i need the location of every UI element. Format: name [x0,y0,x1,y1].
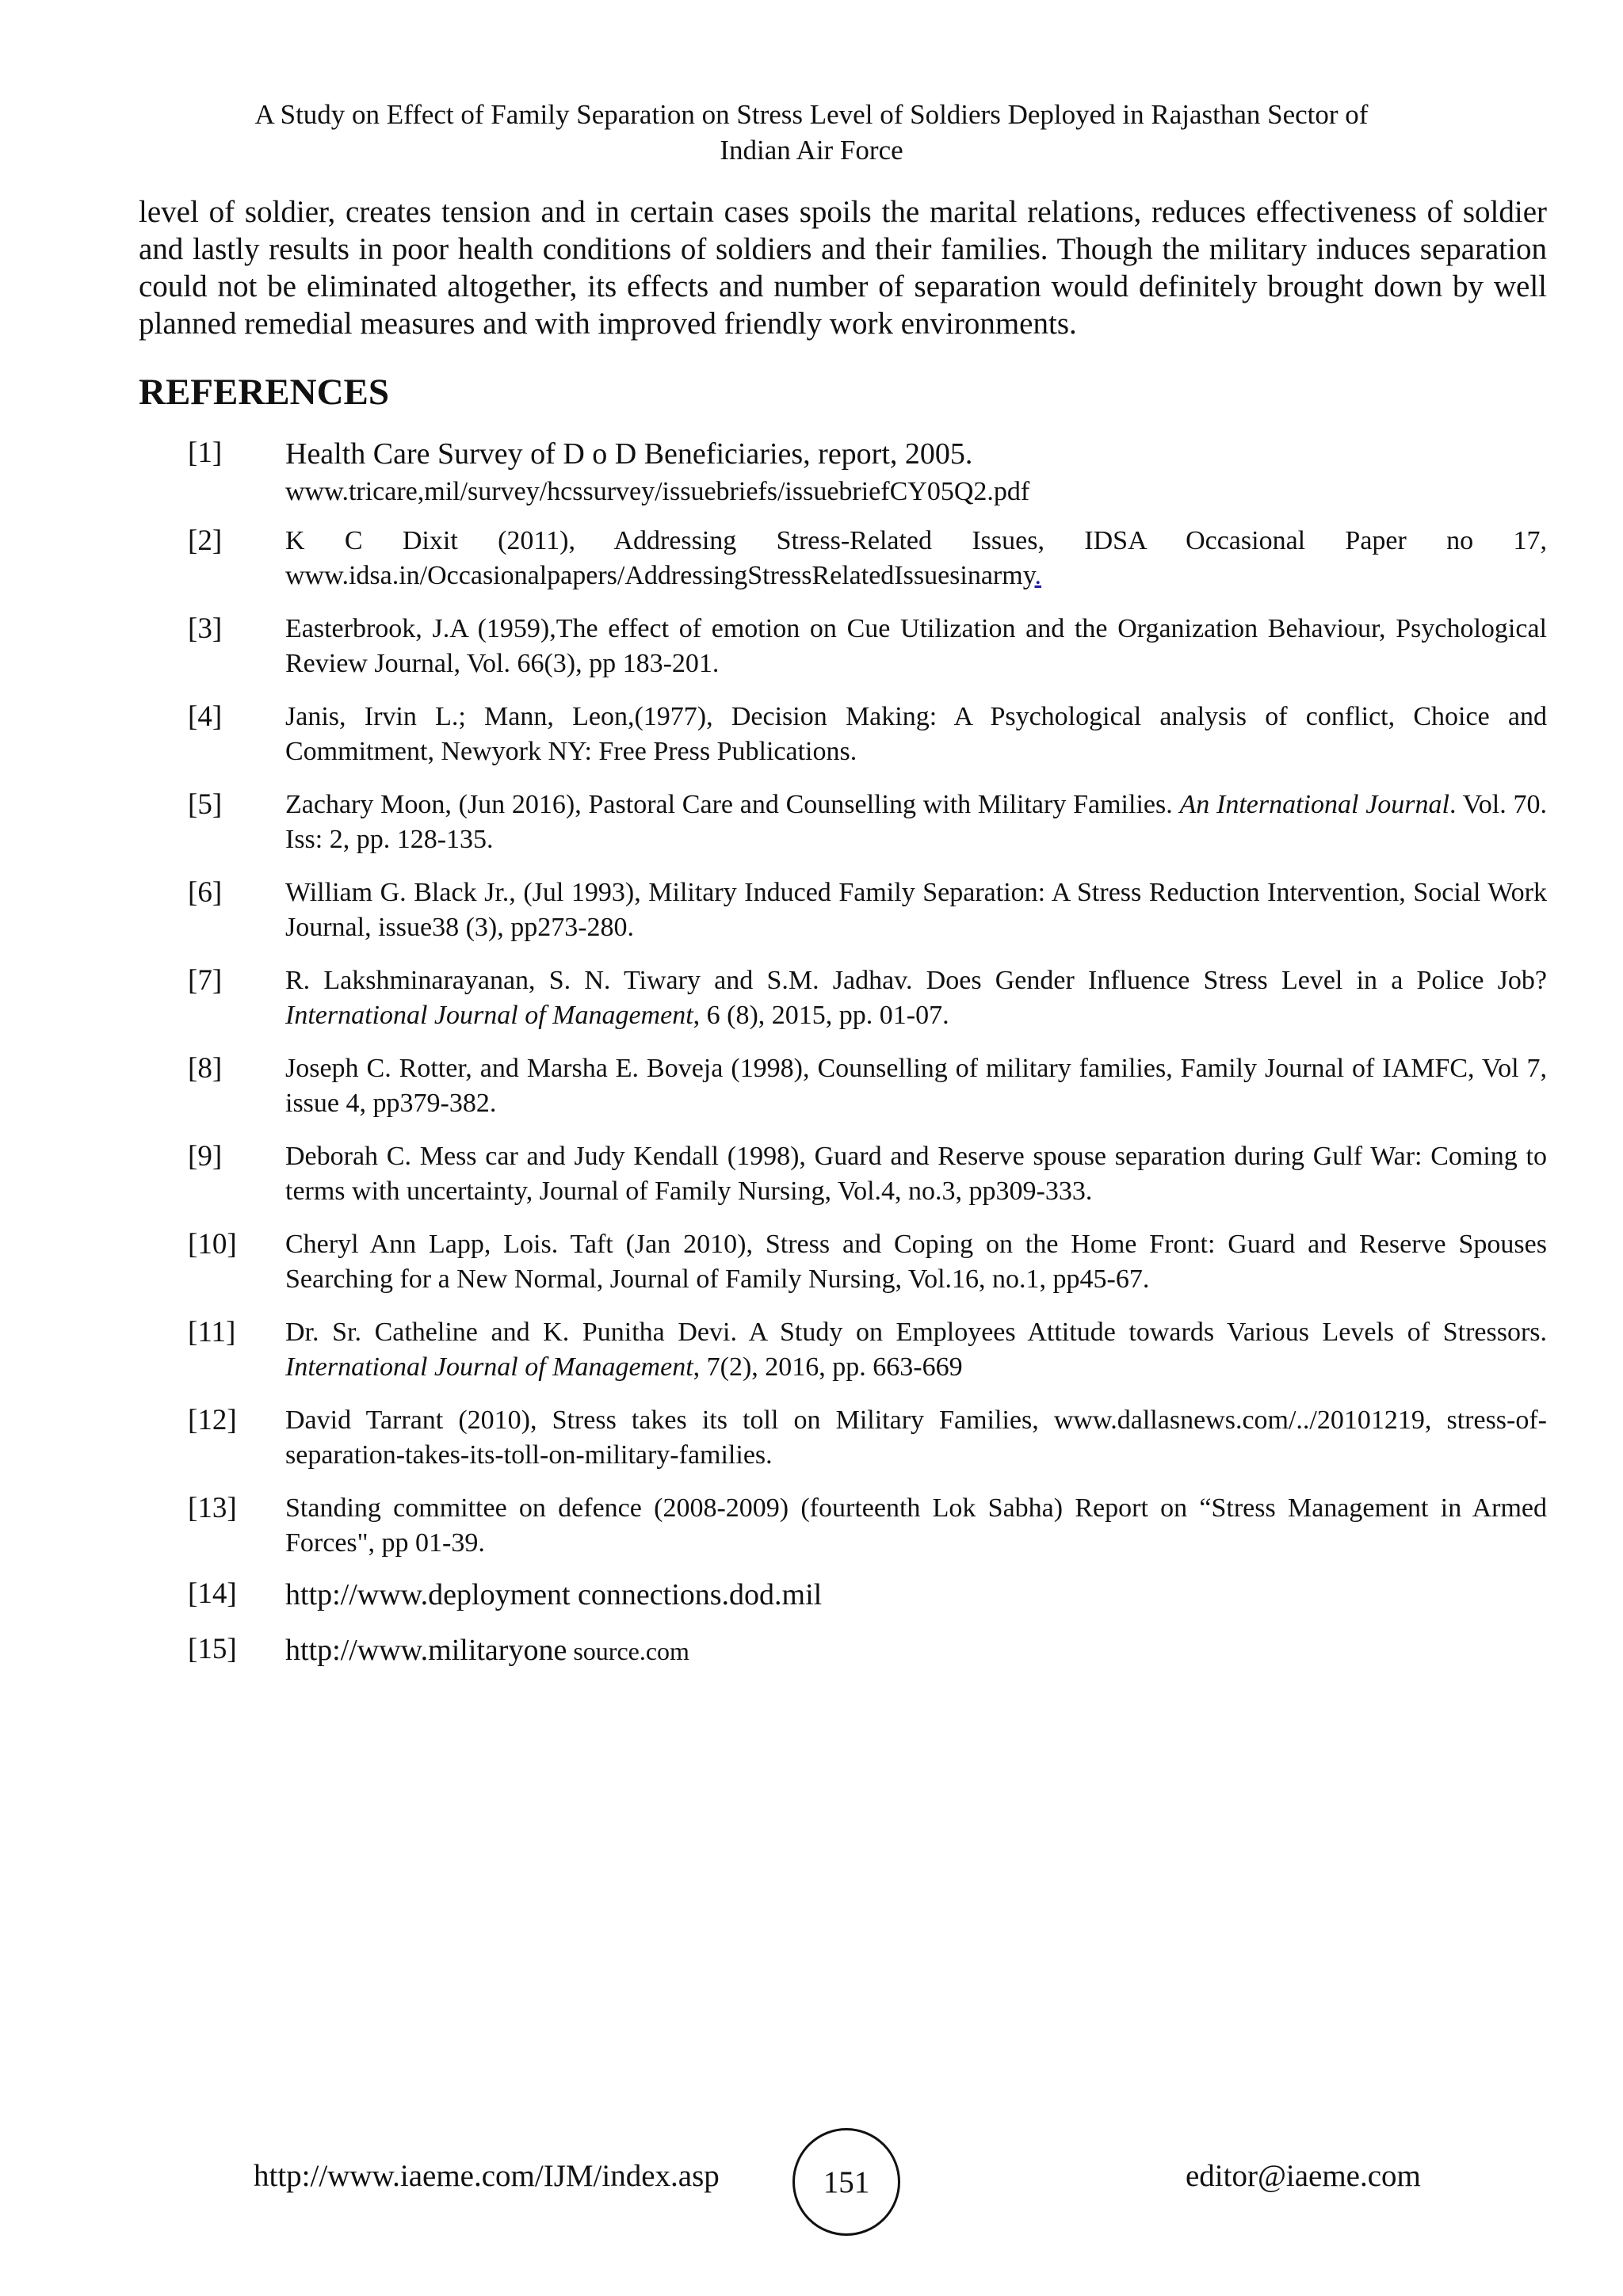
reference-text [285,788,1547,857]
reference-url: www.tricare,mil/survey/hcssurvey/issuebriefs/issuebriefCY05Q2.pdf [285,477,1030,506]
reference-number: [11] [188,1316,236,1348]
reference-number: [3] [188,612,223,645]
reference-text [285,1315,1547,1385]
running-header-line-1: A Study on Effect of Family Separation on Stress Level of Soldiers Deployed in Rajasthan Sector of [254,99,1369,130]
reference-body: R. Lakshminarayanan, S. N. Tiwary and S.M. Jadhav. Does Gender Influence Stress Level in a Police Job? [285,966,1547,995]
reference-number: [9] [188,1140,223,1173]
reference-text: William G. Black Jr., (Jul 1993), Military Induced Family Separation: A Stress Reduction Intervention, Social Work Journal, issue38 (3), pp273-280. [285,878,1547,942]
reference-text: Cheryl Ann Lapp, Lois. Taft (Jan 2010), Stress and Coping on the Home Front: Guard and Reserve Spouses Searching for a New Normal, Journal of Family Nursing, Vol.16, no.1, pp45-67. [285,1230,1547,1294]
reference-text: http://www.deployment connections.dod.mil [285,1578,823,1611]
footer-url[interactable]: http://www.iaeme.com/IJM/index.asp [254,2159,720,2193]
running-header-line-2: Indian Air Force [720,135,903,166]
footer-email[interactable]: editor@iaeme.com [1186,2159,1421,2193]
body-paragraph: level of soldier, creates tension and in certain cases spoils the marital relations, reduces effectiveness of soldier and lastly results in poor health conditions of soldiers and their families. Though the military induces separation could not be eliminated altogether, its effects and number of separation would definitely brought down by well planned remedial measures and with improved friendly work environments. [139,195,1547,341]
reference-text [285,1632,1547,1669]
reference-body: K C Dixit (2011), Addressing Stress-Related Issues, IDSA Occasional Paper no 17, www.idsa.in/Occasionalpapers/AddressingStressRelatedIssuesinarmy [285,526,1547,590]
reference-number: [15] [188,1633,237,1665]
reference-text [285,963,1547,1033]
reference-text: Easterbrook, J.A (1959),The effect of emotion on Cue Utilization and the Organization Behaviour, Psychological Review Journal, Vol. 66(3), pp 183-201. [285,614,1547,678]
reference-number: [6] [188,876,223,909]
reference-number: [2] [188,524,223,557]
reference-number: [5] [188,788,223,821]
reference-number: [14] [188,1577,237,1610]
reference-body: Zachary Moon, (Jun 2016), Pastoral Care and Counselling with Military Families. [285,790,1180,819]
page-number-badge [792,2128,900,2236]
reference-number: [10] [188,1228,237,1261]
reference-title: Health Care Survey of D o D Beneficiaries, report, 2005. [285,437,973,471]
reference-text: Standing committee on defence (2008-2009) (fourteenth Lok Sabha) Report on “Stress Management in Armed Forces", pp 01-39. [285,1493,1547,1558]
reference-text: David Tarrant (2010), Stress takes its toll on Military Families, www.dallasnews.com/../20101219, stress-of-separation-takes-its-toll-on-military-families. [285,1405,1547,1470]
reference-number: [4] [188,700,223,733]
reference-number: [1] [188,437,223,469]
reference-number: [8] [188,1052,223,1085]
reference-text [285,524,1547,593]
reference-details: , 7(2), 2016, pp. 663-669 [693,1352,963,1382]
reference-number: [7] [188,964,223,997]
reference-journal: International Journal of Management [285,1001,693,1030]
reference-number: [12] [188,1404,237,1436]
references-heading: REFERENCES [139,372,390,413]
reference-text: Deborah C. Mess car and Judy Kendall (1998), Guard and Reserve spouse separation during Gulf War: Coming to terms with uncertainty, Journal of Family Nursing, Vol.4, no.3, pp309-333. [285,1142,1547,1206]
reference-journal: An International Journal [1179,790,1449,819]
reference-details: , 6 (8), 2015, pp. 01-07. [693,1001,949,1030]
reference-body: http://www.militaryone [285,1634,567,1667]
reference-text [285,436,1547,510]
page-number: 151 [823,2164,870,2199]
reference-link[interactable]: . [1034,561,1041,590]
reference-text: Joseph C. Rotter, and Marsha E. Boveja (1998), Counselling of military families, Family Journal of IAMFC, Vol 7, issue 4, pp379-382. [285,1054,1547,1118]
reference-body-small: source.com [567,1637,689,1665]
reference-journal: International Journal of Management [285,1352,693,1382]
reference-number: [13] [188,1492,237,1524]
reference-body: Dr. Sr. Catheline and K. Punitha Devi. A Study on Employees Attitude towards Various Levels of Stressors. [285,1318,1547,1347]
reference-text: Janis, Irvin L.; Mann, Leon,(1977), Decision Making: A Psychological analysis of conflict, Choice and Commitment, Newyork NY: Free Press Publications. [285,702,1547,766]
reference-details: . Vol. 70. Iss: 2, pp. 128-135. [285,790,1547,854]
running-header [0,97,1623,168]
